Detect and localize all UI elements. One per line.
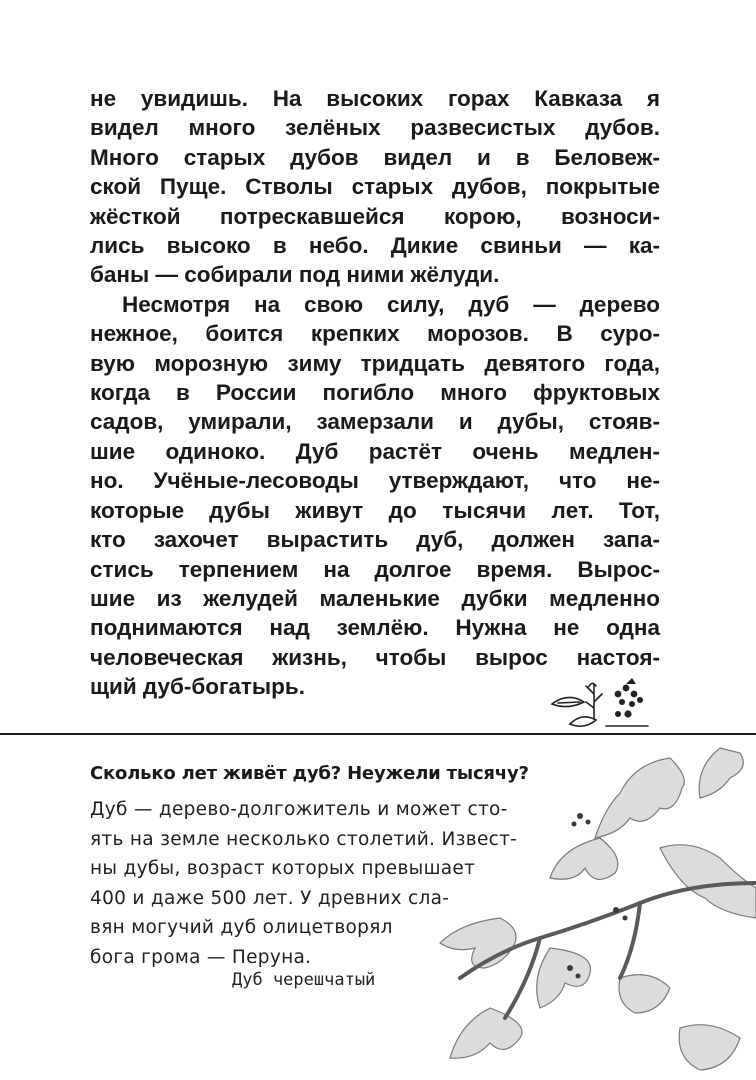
text-line: лись высоко в небо. Дикие свиньи — ка- <box>90 233 660 259</box>
text-line: видел много зелёных развесистых дубов. <box>90 115 660 141</box>
text-line: стись терпением на долгое время. Вырос- <box>90 556 660 582</box>
section-divider <box>0 733 756 735</box>
text-line: когда в России погибло много фруктовых <box>90 380 660 406</box>
text-line: садов, умирали, замерзали и дубы, стояв- <box>90 409 660 435</box>
text-line: Много старых дубов видел и в Беловеж- <box>90 144 660 170</box>
text-line-emphasis <box>90 496 660 525</box>
info-line: 400 и даже 500 лет. У древних сла- <box>90 887 450 909</box>
text-line: щий дуб-богатырь. <box>90 674 305 700</box>
illustration-caption: Дуб черешчатый <box>232 970 376 990</box>
text-line: не увидишь. На высоких горах Кавказа я <box>90 86 660 111</box>
text-line: баны — собирали под ними жёлуди. <box>90 262 500 288</box>
text-before-emphasis: которые <box>90 497 210 523</box>
floral-ornament-icon <box>548 674 658 730</box>
info-line: вян могучий дуб олицетворял <box>90 917 393 938</box>
text-line: человеческая жизнь, чтобы вырос настоя- <box>90 644 660 670</box>
text-line: ской Пуще. Стволы старых дубов, покрытые <box>90 174 660 200</box>
text-line: нежное, боится крепких морозов. В суро- <box>90 321 660 347</box>
text-line: жёсткой потрескавшейся корою, возноси- <box>90 203 660 229</box>
info-box-title: Сколько лет живёт дуб? Неужели тысячу? <box>90 763 529 784</box>
info-line: ны дубы, возраст которых превышает <box>90 858 476 879</box>
text-line: поднимаются над землёю. Нужна не одна <box>90 615 660 641</box>
text-line: Несмотря на свою силу, дуб — дерево <box>122 291 660 317</box>
main-text <box>90 84 660 702</box>
text-line: шие одиноко. Дуб растёт очень медлен- <box>90 438 660 464</box>
info-line: бога грома — Перуна. <box>90 946 312 968</box>
text-line: кто захочет вырастить дуб, должен запа- <box>90 527 660 553</box>
text-after-emphasis: Тот, <box>593 497 660 523</box>
info-box-text <box>90 795 517 972</box>
text-line: но. Учёные-лесоводы утверждают, что не- <box>90 468 660 494</box>
info-line: ять на земле несколько столетий. Извест- <box>90 828 518 850</box>
text-line: шие из желудей маленькие дубки медленно <box>90 585 660 611</box>
info-line: Дуб — дерево-долгожитель и может сто- <box>90 799 508 820</box>
text-line: вую морозную зиму тридцать девятого года, <box>90 350 660 376</box>
emphasized-text: дубы живут до тысячи лет. <box>209 497 594 523</box>
